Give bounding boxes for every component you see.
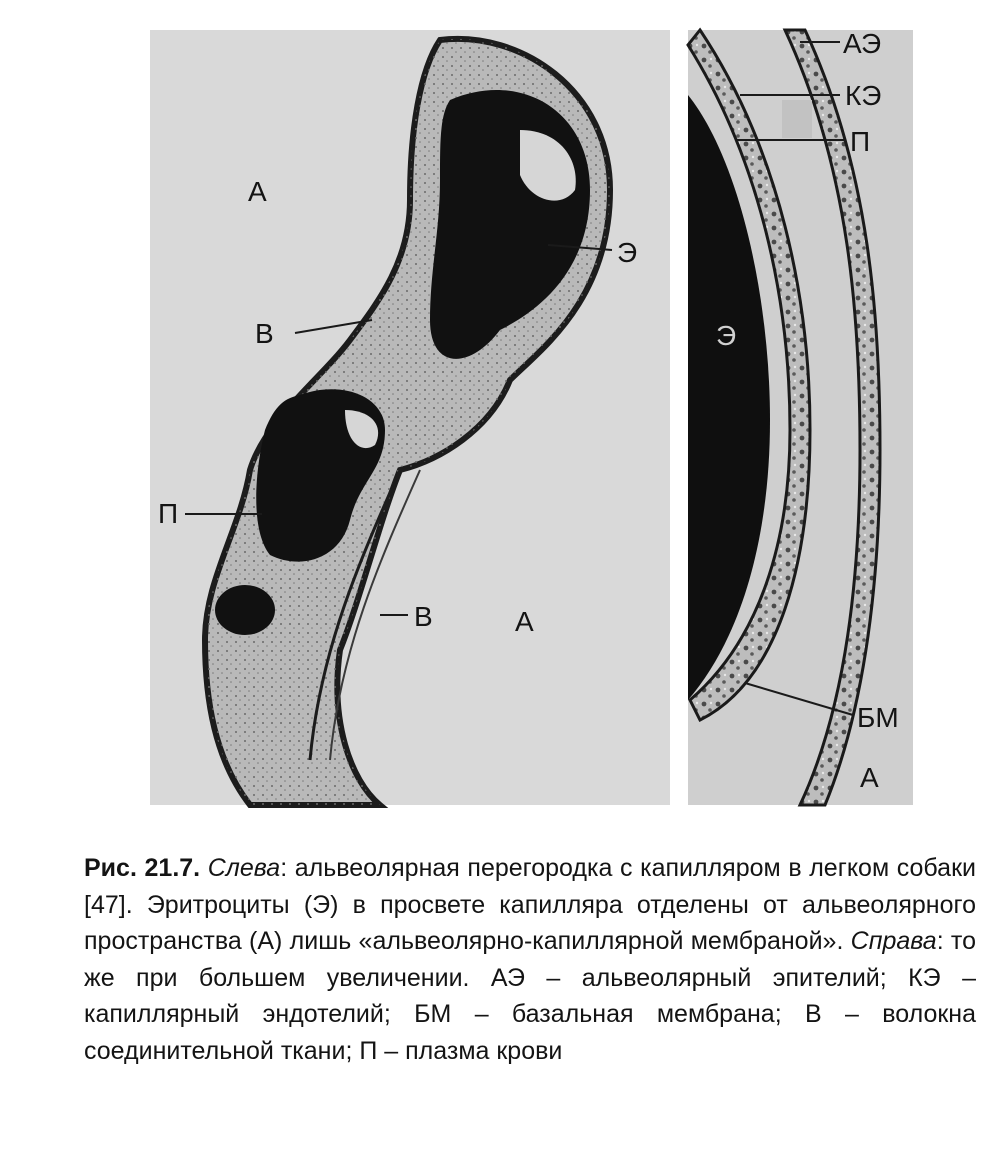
caption-left-word: Слева <box>207 854 281 882</box>
label-alveolus-right: А <box>860 762 879 793</box>
label-plasma-right: П <box>850 126 871 157</box>
caption-part-2: : то же при большем увеличении. АЭ – альвеолярный эпителий; КЭ – капиллярный эндотелий; БМ – базальная мембрана; В – волокна соединительной ткани; П – плазма крови <box>84 927 976 1065</box>
label-alveolus-top: А <box>248 176 267 207</box>
figure-caption <box>84 850 976 1069</box>
label-fibers-bottom: В <box>414 601 433 632</box>
label-fibers-top: В <box>255 318 274 349</box>
label-capillary-endothelium: КЭ <box>845 80 882 111</box>
label-plasma-left: П <box>158 498 179 529</box>
label-erythrocyte-left: Э <box>617 237 638 268</box>
caption-right-word: Справа <box>850 927 937 955</box>
label-erythrocyte-right: Э <box>716 320 737 351</box>
label-alveolar-epithelium: АЭ <box>843 28 882 59</box>
figure-number: Рис. 21.7. <box>84 854 201 882</box>
caption-part-1: : альвеолярная перегородка с капилляром в легком собаки [47]. Эритроциты (Э) в просвете капилляра отделены от альвеолярного пространства (А) лишь «альвеолярно-капиллярной мембраной». <box>84 854 976 955</box>
label-alveolus-bottom: А <box>515 606 534 637</box>
label-basement-membrane: БМ <box>857 702 899 733</box>
